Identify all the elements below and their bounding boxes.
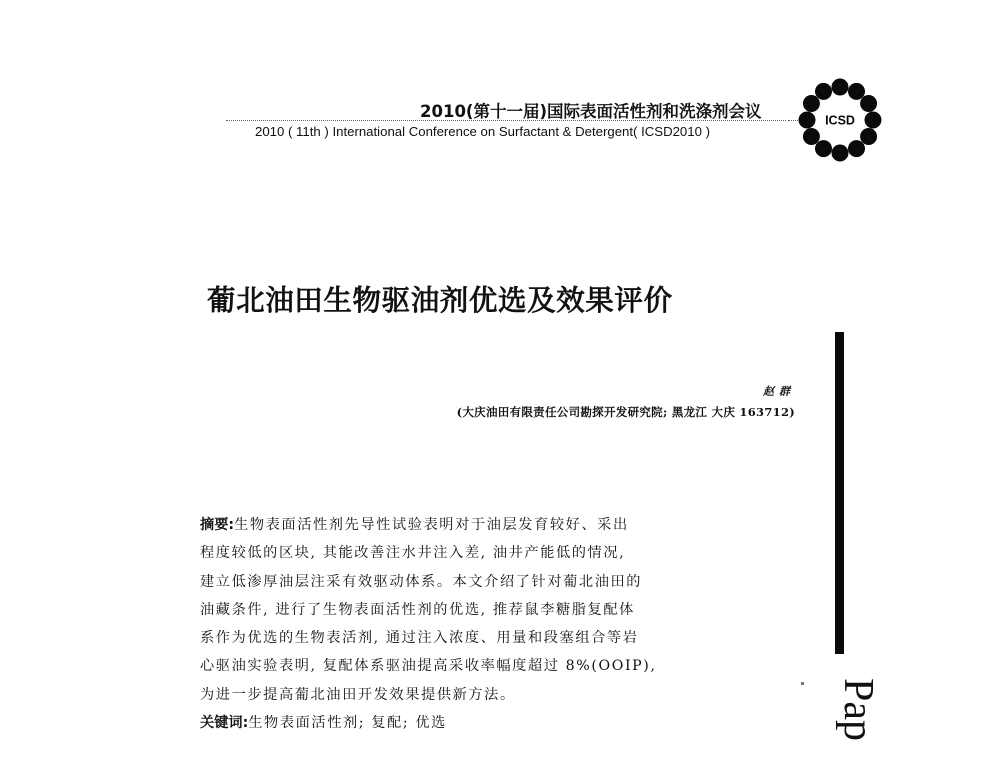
icsd-logo <box>798 78 882 162</box>
abstract-line: 系作为优选的生物表活剂, 通过注入浓度、用量和段塞组合等岩 <box>200 630 639 647</box>
abstract-line: 摘要:生物表面活性剂先导性试验表明对于油层发育较好、采出 <box>200 517 629 533</box>
abstract-line: 油藏条件, 进行了生物表面活性剂的优选, 推荐鼠李糖脂复配体 <box>200 601 635 618</box>
side-vertical-bar <box>835 332 844 654</box>
keywords-text: 生物表面活性剂; 复配; 优选 <box>248 715 447 732</box>
abstract-label: 摘要: <box>200 517 235 533</box>
icsd-logo-icon <box>798 78 882 162</box>
svg-text:ICSD: ICSD <box>825 113 855 128</box>
abstract-line: 心驱油实验表明, 复配体系驱油提高采收率幅度超过 8%(OOIP), <box>200 658 657 675</box>
conference-header-en: 2010 ( 11th ) International Conference on Surfactant & Detergent( ICSD2010 ) <box>255 124 710 139</box>
author-name: 赵群 <box>763 385 795 398</box>
abstract-line: 程度较低的区块, 其能改善注水井注入差, 油井产能低的情况, <box>200 545 626 562</box>
abstract-block <box>200 511 725 737</box>
header-dotted-rule <box>226 120 786 122</box>
keywords-line <box>200 709 725 737</box>
author-affiliation: (大庆油田有限责任公司勘探开发研究院; 黑龙江 大庆 163712) <box>456 405 795 419</box>
abstract-line: 为进一步提高葡北油田开发效果提供新方法。 <box>200 686 516 703</box>
keywords-label: 关键词: <box>200 715 249 732</box>
conference-header-cn: 2010(第十一届)国际表面活性剂和洗涤剂会议 <box>420 102 762 121</box>
scan-speck <box>801 682 804 685</box>
paper-title: 葡北油田生物驱油剂优选及效果评价 <box>207 283 673 317</box>
abstract-line: 建立低渗厚油层注采有效驱动体系。本文介绍了针对葡北油田的 <box>200 573 643 590</box>
side-section-label: Pap <box>835 678 881 741</box>
